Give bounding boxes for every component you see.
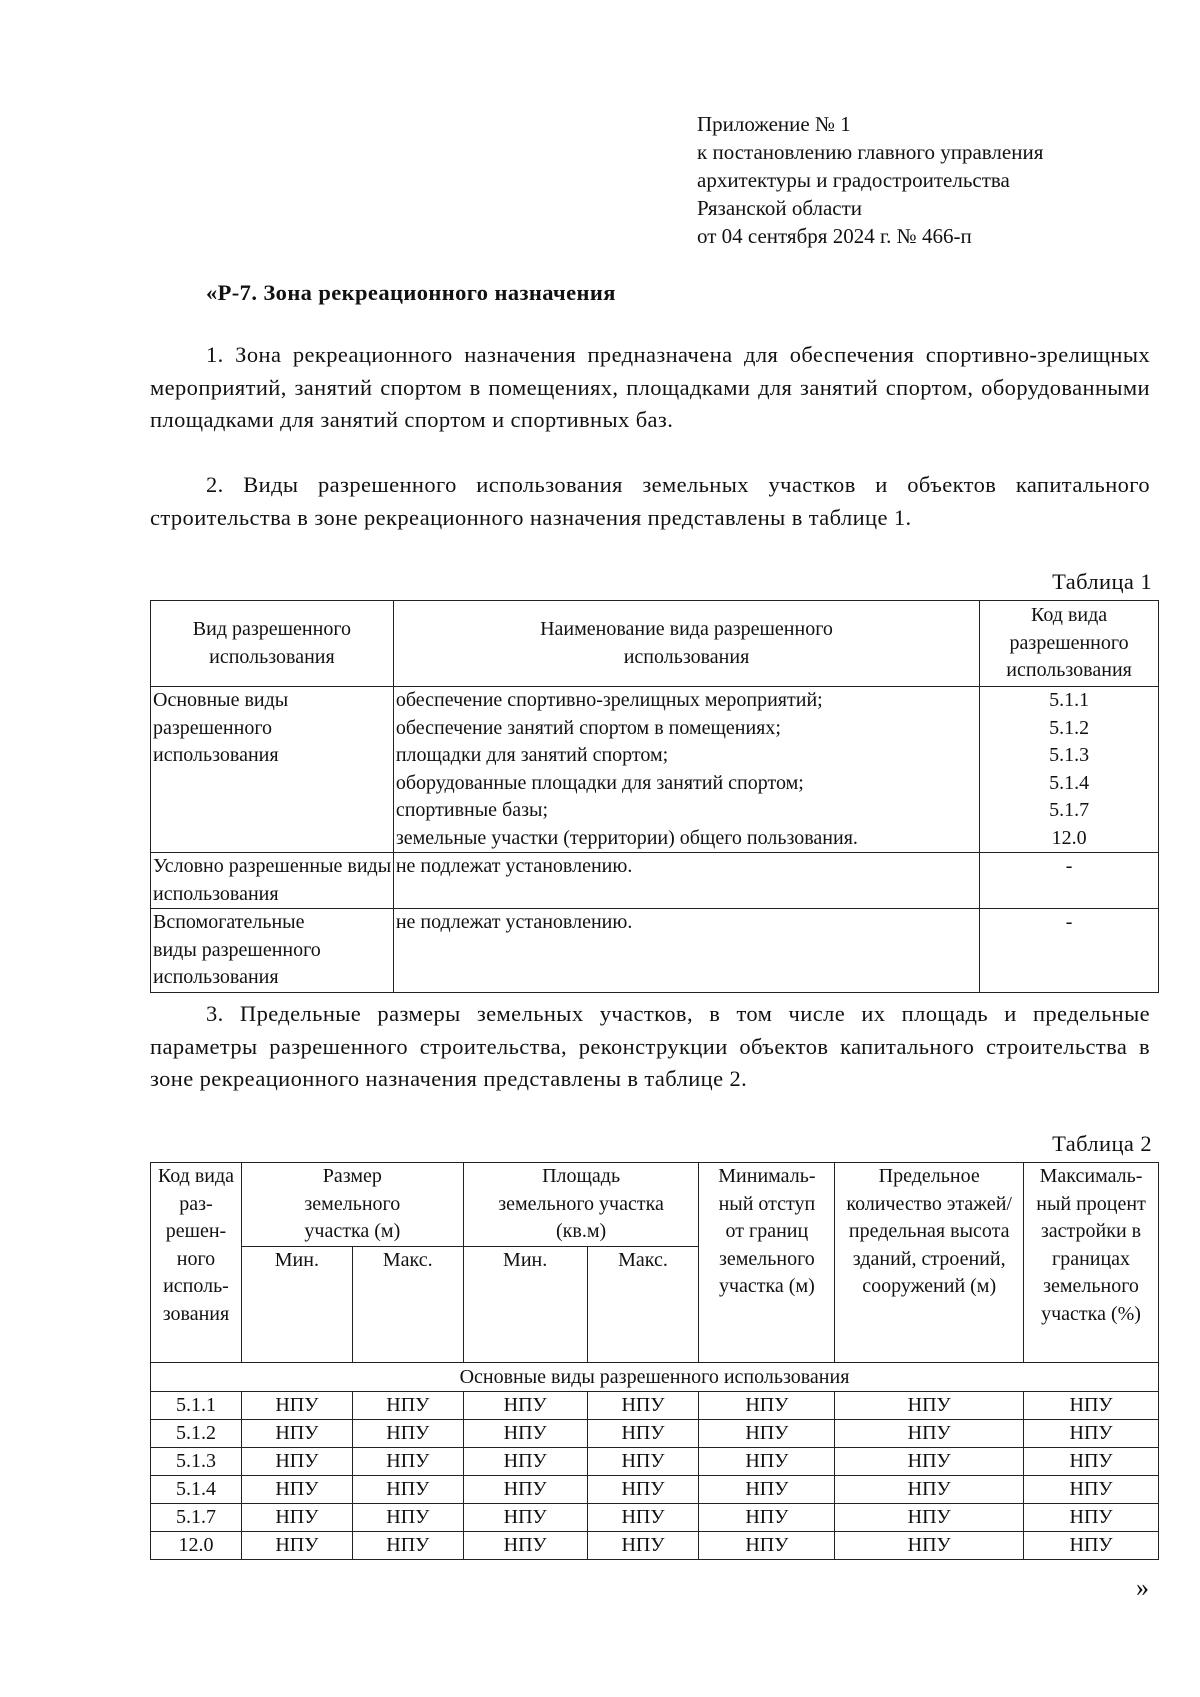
appendix-line: к постановлению главного управления	[697, 140, 1044, 164]
table-1-caption: Таблица 1	[1052, 569, 1152, 594]
row-value: НПУ	[835, 1447, 1024, 1475]
t2-header-coverage: Максималь-ный процент застройки в границах земельного участка (%)	[1024, 1163, 1159, 1363]
paragraph-2	[150, 469, 1150, 534]
row-code: 5.1.4	[151, 1475, 242, 1503]
row-value: НПУ	[1024, 1419, 1159, 1447]
list-item: оборудованные площадки для занятий спортом;	[395, 771, 804, 794]
t2-header-area-max: Макс.	[587, 1246, 699, 1362]
row-value: НПУ	[352, 1419, 463, 1447]
t1-conditional-code: -	[980, 853, 1159, 909]
closing-quote: »	[1136, 1573, 1149, 1602]
row-code: 5.1.7	[151, 1503, 242, 1531]
t1-main-label: Основные виды разрешенного использования	[151, 687, 394, 853]
t2-header-floors: Предельное количество этажей/ предельная высота зданий, строений, сооружений (м)	[835, 1163, 1024, 1363]
t2-header-size-max: Макс.	[352, 1246, 463, 1362]
row-value: НПУ	[587, 1475, 699, 1503]
paragraph-1	[150, 339, 1150, 437]
row-value: НПУ	[1024, 1391, 1159, 1419]
t1-header-code: Код вида разрешенного использования	[980, 601, 1159, 687]
table-row	[151, 1419, 1159, 1447]
t2-body	[151, 1391, 1159, 1559]
row-value: НПУ	[241, 1391, 352, 1419]
row-value: НПУ	[241, 1475, 352, 1503]
list-item: спортивные базы;	[395, 799, 548, 821]
t1-auxiliary-text: не подлежат установлению.	[393, 909, 979, 993]
row-value: НПУ	[699, 1503, 835, 1531]
t1-main-codes	[980, 687, 1159, 853]
table-row	[151, 1475, 1159, 1503]
list-item: обеспечение спортивно-зрелищных мероприятий;	[395, 689, 823, 711]
row-value: НПУ	[241, 1531, 352, 1559]
row-value: НПУ	[587, 1531, 699, 1559]
row-value: НПУ	[699, 1531, 835, 1559]
code-item: 12.0	[1051, 826, 1087, 849]
row-value: НПУ	[463, 1419, 587, 1447]
appendix-line: от 04 сентября 2024 г. № 466-п	[697, 224, 972, 248]
zone-heading: «Р-7. Зона рекреационного назначения	[206, 280, 616, 305]
appendix-line: Рязанской области	[697, 196, 863, 220]
paragraph-1-text: 1. Зона рекреационного назначения предназначена для обеспечения спортивно-зрелищных мероприятий, занятий спортом в помещениях, площадками для занятий спортом, оборудованными площадками для занятий спортом и спортивных баз.	[150, 342, 1150, 432]
row-value: НПУ	[463, 1475, 587, 1503]
row-value: НПУ	[587, 1503, 699, 1531]
table-row	[151, 1447, 1159, 1475]
t1-header-name: Наименование вида разрешенного использования	[393, 601, 979, 687]
row-value: НПУ	[835, 1419, 1024, 1447]
code-item: 5.1.1	[1049, 689, 1090, 711]
row-value: НПУ	[352, 1475, 463, 1503]
row-value: НПУ	[352, 1391, 463, 1419]
row-value: НПУ	[835, 1503, 1024, 1531]
row-value: НПУ	[699, 1391, 835, 1419]
appendix-line: архитектуры и градостроительства	[697, 168, 1010, 192]
row-value: НПУ	[1024, 1503, 1159, 1531]
paragraph-3-text: 3. Предельные размеры земельных участков, в том числе их площадь и предельные параметры разрешенного строительства, реконструкции объектов капитального строительства в зоне рекреационного назначения представлены в таблице 2.	[150, 1001, 1150, 1091]
row-value: НПУ	[699, 1419, 835, 1447]
row-code: 5.1.1	[151, 1391, 242, 1419]
row-value: НПУ	[463, 1531, 587, 1559]
code-item: 5.1.4	[1049, 771, 1090, 794]
row-code: 12.0	[151, 1531, 242, 1559]
table-row	[151, 1531, 1159, 1559]
row-value: НПУ	[1024, 1475, 1159, 1503]
table-1	[150, 600, 1159, 993]
t1-main-items	[393, 687, 979, 853]
row-value: НПУ	[1024, 1531, 1159, 1559]
row-value: НПУ	[463, 1447, 587, 1475]
row-value: НПУ	[241, 1503, 352, 1531]
row-value: НПУ	[587, 1391, 699, 1419]
row-value: НПУ	[835, 1391, 1024, 1419]
t1-auxiliary-code: -	[980, 909, 1159, 993]
paragraph-3	[150, 998, 1150, 1096]
code-item: 5.1.2	[1049, 716, 1090, 739]
table-2	[150, 1162, 1159, 1560]
appendix-line: Приложение № 1	[697, 112, 851, 136]
t2-header-size: Размер земельного участка (м)	[241, 1163, 463, 1247]
row-value: НПУ	[1024, 1447, 1159, 1475]
row-value: НПУ	[587, 1447, 699, 1475]
row-value: НПУ	[352, 1503, 463, 1531]
table-row	[151, 1391, 1159, 1419]
t2-header-size-min: Мин.	[241, 1246, 352, 1362]
row-code: 5.1.2	[151, 1419, 242, 1447]
appendix-header	[697, 110, 1043, 250]
t1-conditional-label: Условно разрешенные виды использования	[151, 853, 394, 909]
t2-header-code: Код вида раз-решен-ного исполь-зования	[151, 1163, 242, 1363]
row-value: НПУ	[699, 1447, 835, 1475]
row-value: НПУ	[587, 1419, 699, 1447]
t1-conditional-text: не подлежат установлению.	[393, 853, 979, 909]
t2-section-title: Основные виды разрешенного использования	[151, 1362, 1159, 1391]
t2-header-area: Площадь земельного участка (кв.м)	[463, 1163, 699, 1247]
row-value: НПУ	[463, 1391, 587, 1419]
t2-header-setback: Минималь-ный отступ от границ земельного участка (м)	[699, 1163, 835, 1363]
code-item: 5.1.7	[1049, 799, 1090, 821]
row-value: НПУ	[463, 1503, 587, 1531]
t1-auxiliary-label: Вспомогательные виды разрешенного использования	[151, 909, 394, 993]
t1-header-kind: Вид разрешенного использования	[151, 601, 394, 687]
code-item: 5.1.3	[1049, 744, 1090, 766]
list-item: площадки для занятий спортом;	[395, 744, 669, 766]
row-code: 5.1.3	[151, 1447, 242, 1475]
row-value: НПУ	[241, 1447, 352, 1475]
table-row	[151, 1503, 1159, 1531]
table-2-caption: Таблица 2	[1052, 1131, 1152, 1156]
list-item: земельные участки (территории) общего пользования.	[395, 826, 858, 849]
t2-header-area-min: Мин.	[463, 1246, 587, 1362]
list-item: обеспечение занятий спортом в помещениях;	[395, 716, 781, 739]
row-value: НПУ	[352, 1531, 463, 1559]
row-value: НПУ	[241, 1419, 352, 1447]
row-value: НПУ	[699, 1475, 835, 1503]
row-value: НПУ	[835, 1475, 1024, 1503]
row-value: НПУ	[835, 1531, 1024, 1559]
row-value: НПУ	[352, 1447, 463, 1475]
paragraph-2-text: 2. Виды разрешенного использования земельных участков и объектов капитального строительства в зоне рекреационного назначения представлены в таблице 1.	[150, 472, 1150, 530]
